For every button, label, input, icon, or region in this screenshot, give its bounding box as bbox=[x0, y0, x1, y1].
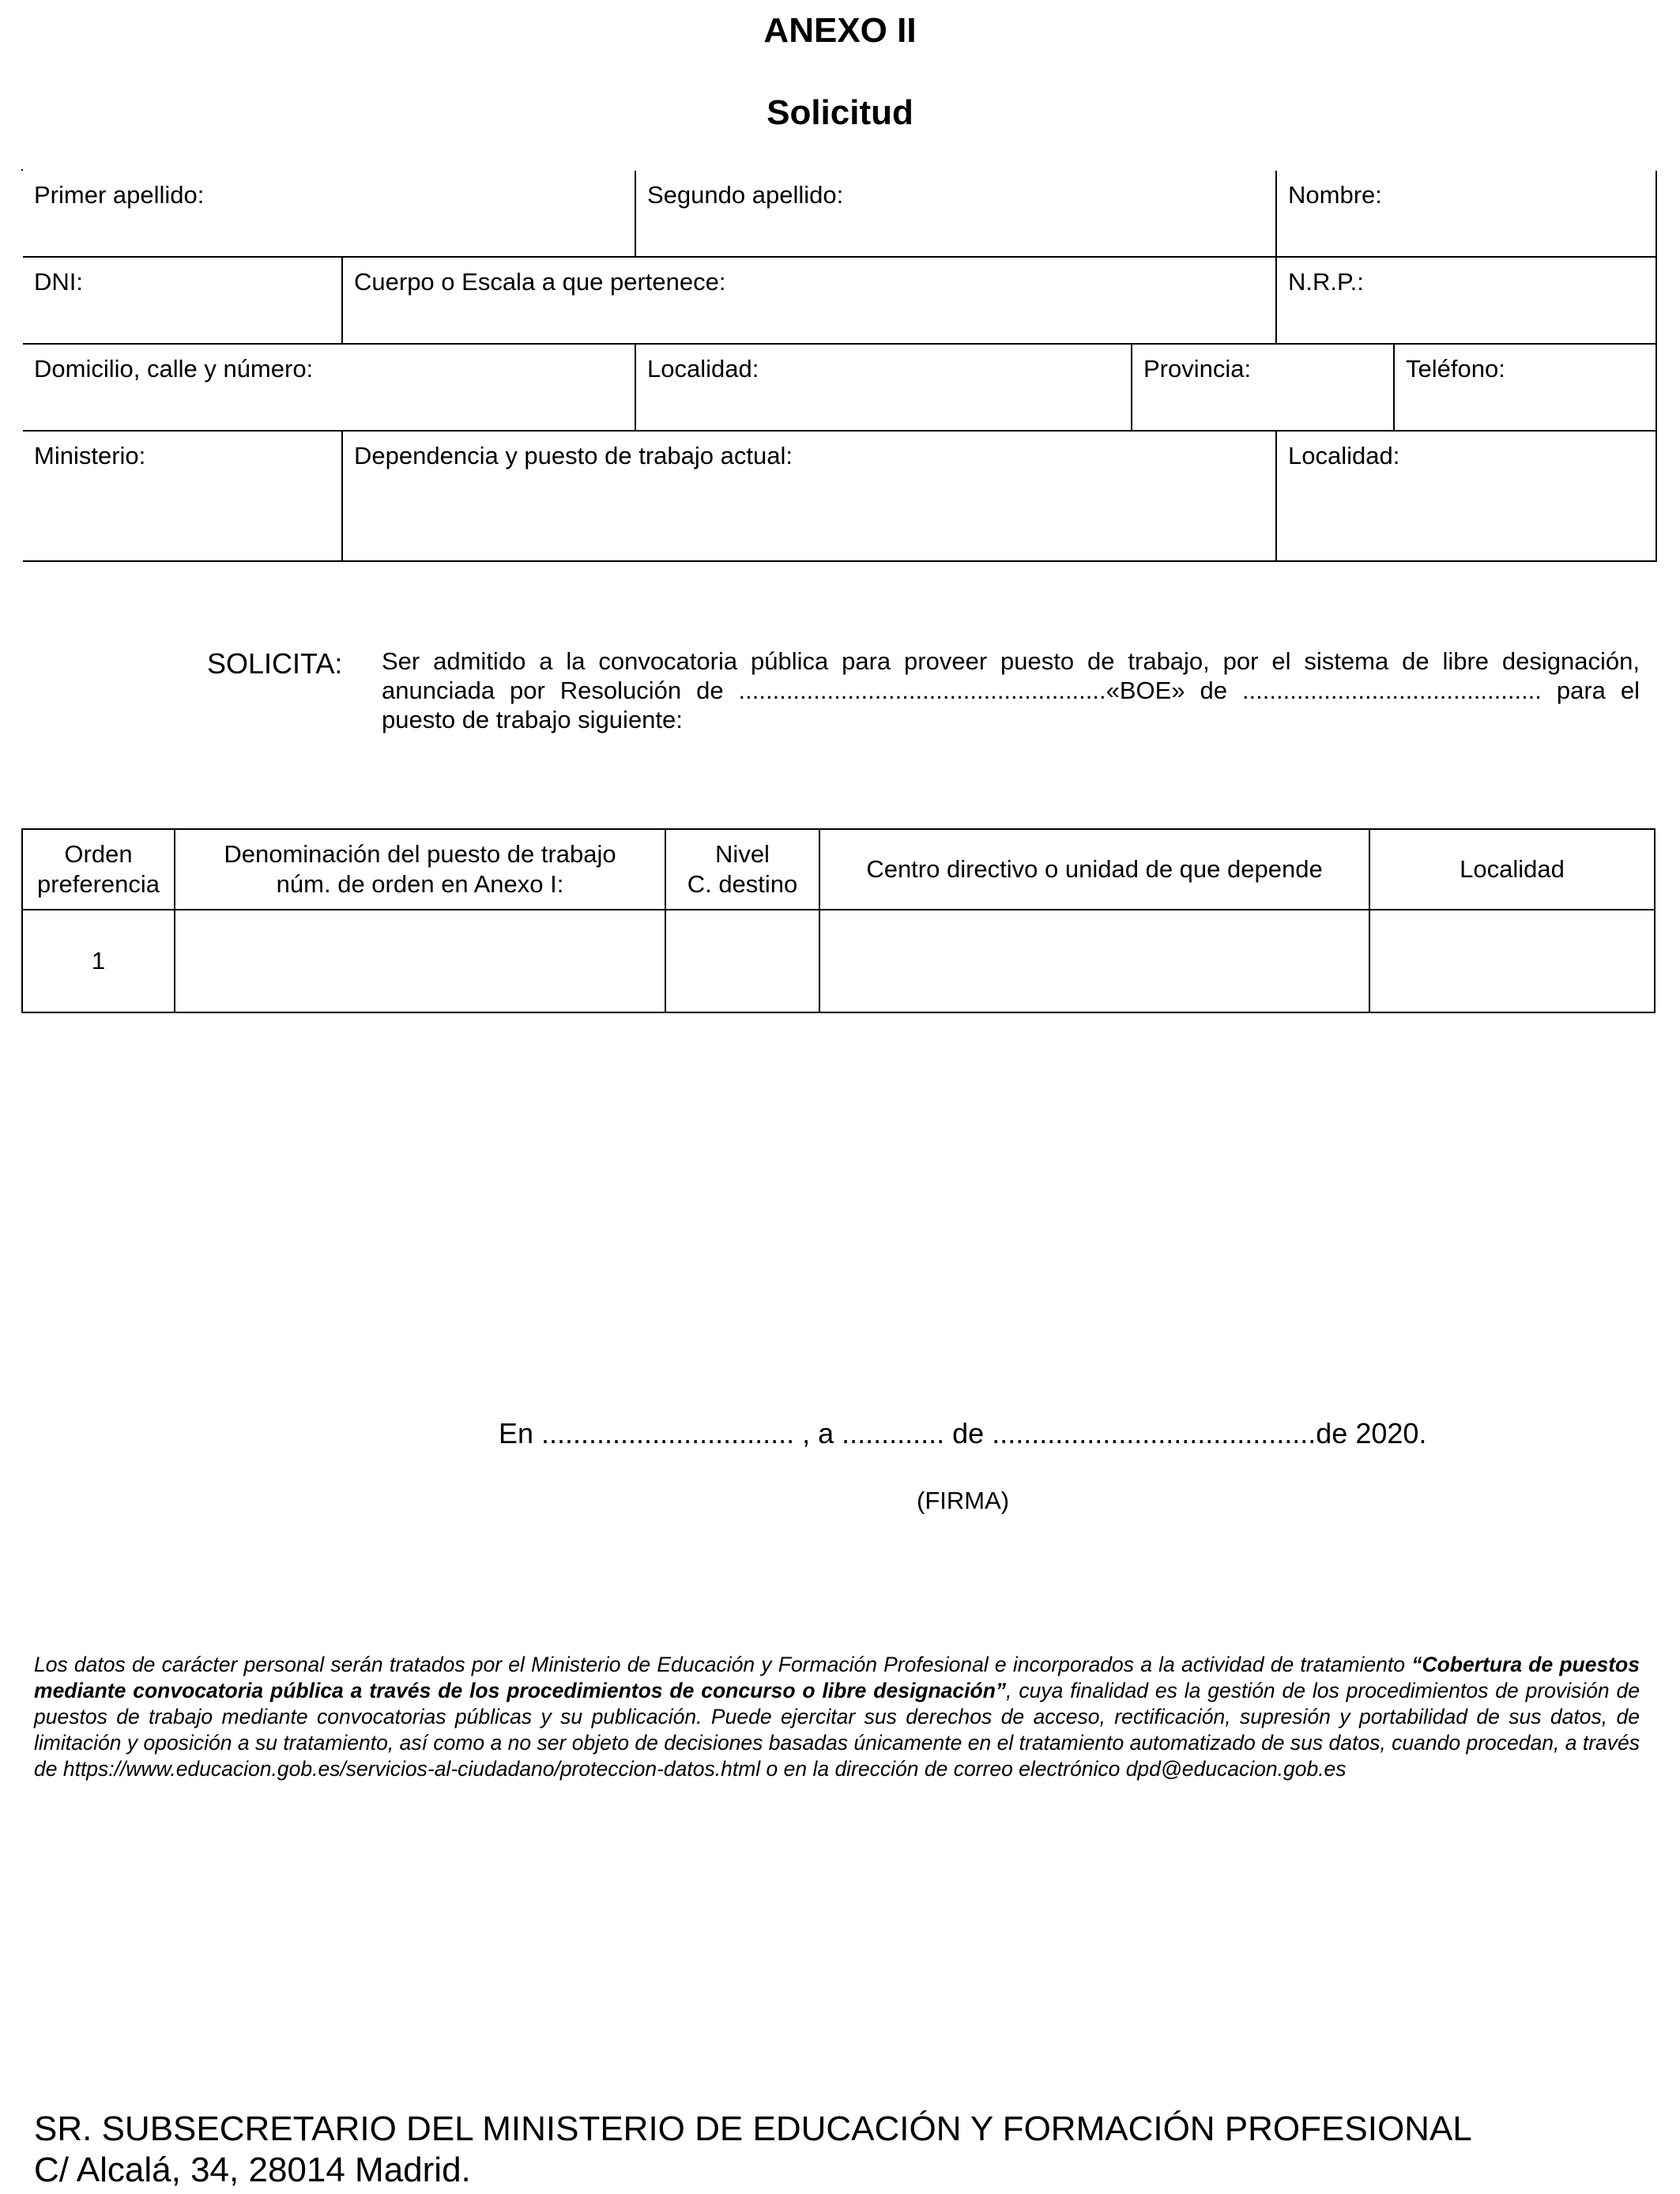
dependencia-label: Dependencia y puesto de trabajo actual: bbox=[354, 442, 793, 469]
signature-label: (FIRMA) bbox=[917, 1487, 1010, 1514]
positions-table bbox=[21, 828, 1656, 1013]
domicilio-field[interactable] bbox=[23, 345, 636, 432]
header-denominacion: Denominación del puesto de trabajo núm. de orden en Anexo I: bbox=[175, 829, 665, 910]
telefono-field[interactable] bbox=[1395, 345, 1657, 432]
localidad-cell[interactable] bbox=[1369, 910, 1655, 1012]
dni-label: DNI: bbox=[34, 268, 83, 296]
header-centro: Centro directivo o unidad de que depende bbox=[819, 829, 1369, 910]
addressee-line: SR. SUBSECRETARIO DEL MINISTERIO DE EDUCACIÓN Y FORMACIÓN PROFESIONAL bbox=[34, 2109, 1472, 2148]
solicita-label: SOLICITA: bbox=[207, 647, 343, 680]
primer-apellido-label: Primer apellido: bbox=[34, 181, 205, 209]
nrp-label: N.R.P.: bbox=[1288, 268, 1364, 296]
segundo-apellido-label: Segundo apellido: bbox=[647, 181, 844, 209]
dependencia-field[interactable] bbox=[343, 432, 1277, 562]
segundo-apellido-field[interactable] bbox=[636, 171, 1277, 258]
privacy-notice bbox=[34, 1652, 1640, 1782]
header-localidad: Localidad bbox=[1369, 829, 1655, 910]
personal-data-grid bbox=[21, 169, 1505, 469]
domicilio-label: Domicilio, calle y número: bbox=[34, 355, 314, 383]
primer-apellido-field[interactable] bbox=[23, 171, 636, 258]
cuerpo-escala-field[interactable] bbox=[343, 258, 1277, 345]
orden-cell: 1 bbox=[22, 910, 175, 1012]
table-header-row bbox=[22, 829, 1655, 910]
annex-title: ANEXO II bbox=[763, 11, 917, 50]
privacy-activity-name: “Cobertura de puestos mediante convocatoria pública a través de los procedimientos de concurso o libre designación” bbox=[34, 1653, 1640, 1702]
nivel-cell[interactable] bbox=[665, 910, 819, 1012]
ministerio-label: Ministerio: bbox=[34, 442, 146, 469]
provincia-field[interactable] bbox=[1132, 345, 1395, 432]
localidad-label: Localidad: bbox=[647, 355, 759, 383]
privacy-text-end: , cuya finalidad es la gestión de los procedimientos de provisión de puestos de trabajo mediante convocatorias públicas y su publicación. Puede ejercitar sus derechos de acceso, rectificación, supresión y portabilidad de sus datos, de limitación y oposición a su tratamiento, así como a no ser objeto de decisiones basadas únicamente en el tratamiento automatizado de sus datos, cuando procedan, a través de https://www.educacion.gob.es/servicios-al-ciudadano/proteccion-datos.html o en la dirección de correo electrónico dpd@educacion.gob.es bbox=[34, 1679, 1640, 1781]
header-nivel: Nivel C. destino bbox=[665, 829, 819, 910]
nrp-field[interactable] bbox=[1277, 258, 1657, 345]
localidad-actual-label: Localidad: bbox=[1288, 442, 1400, 469]
provincia-label: Provincia: bbox=[1143, 355, 1252, 383]
date-line: En ................................ , a ............. de .........................................de 2020. bbox=[499, 1417, 1427, 1449]
addressee-address: C/ Alcalá, 34, 28014 Madrid. bbox=[34, 2151, 471, 2189]
nombre-label: Nombre: bbox=[1288, 181, 1382, 209]
header-orden: Orden preferencia bbox=[22, 829, 175, 910]
dni-field[interactable] bbox=[23, 258, 343, 345]
table-row bbox=[22, 910, 1655, 1012]
ministerio-field[interactable] bbox=[23, 432, 343, 562]
privacy-text-start: Los datos de carácter personal serán tratados por el Ministerio de Educación y Formación Profesional e incorporados a la actividad de tratamiento bbox=[34, 1653, 1412, 1676]
telefono-label: Teléfono: bbox=[1406, 355, 1505, 383]
cuerpo-escala-label: Cuerpo o Escala a que pertenece: bbox=[354, 268, 726, 296]
localidad-actual-field[interactable] bbox=[1277, 432, 1657, 562]
solicita-text: Ser admitido a la convocatoria pública para proveer puesto de trabajo, por el sistema de libre designación, anunciada por Resolución de ......................................................«BOE» de ............................................ para el puesto de trabajo siguiente: bbox=[382, 647, 1640, 733]
form-subtitle: Solicitud bbox=[767, 93, 913, 132]
localidad-field[interactable] bbox=[636, 345, 1132, 432]
denominacion-cell[interactable] bbox=[175, 910, 665, 1012]
nombre-field[interactable] bbox=[1277, 171, 1657, 258]
centro-cell[interactable] bbox=[819, 910, 1369, 1012]
